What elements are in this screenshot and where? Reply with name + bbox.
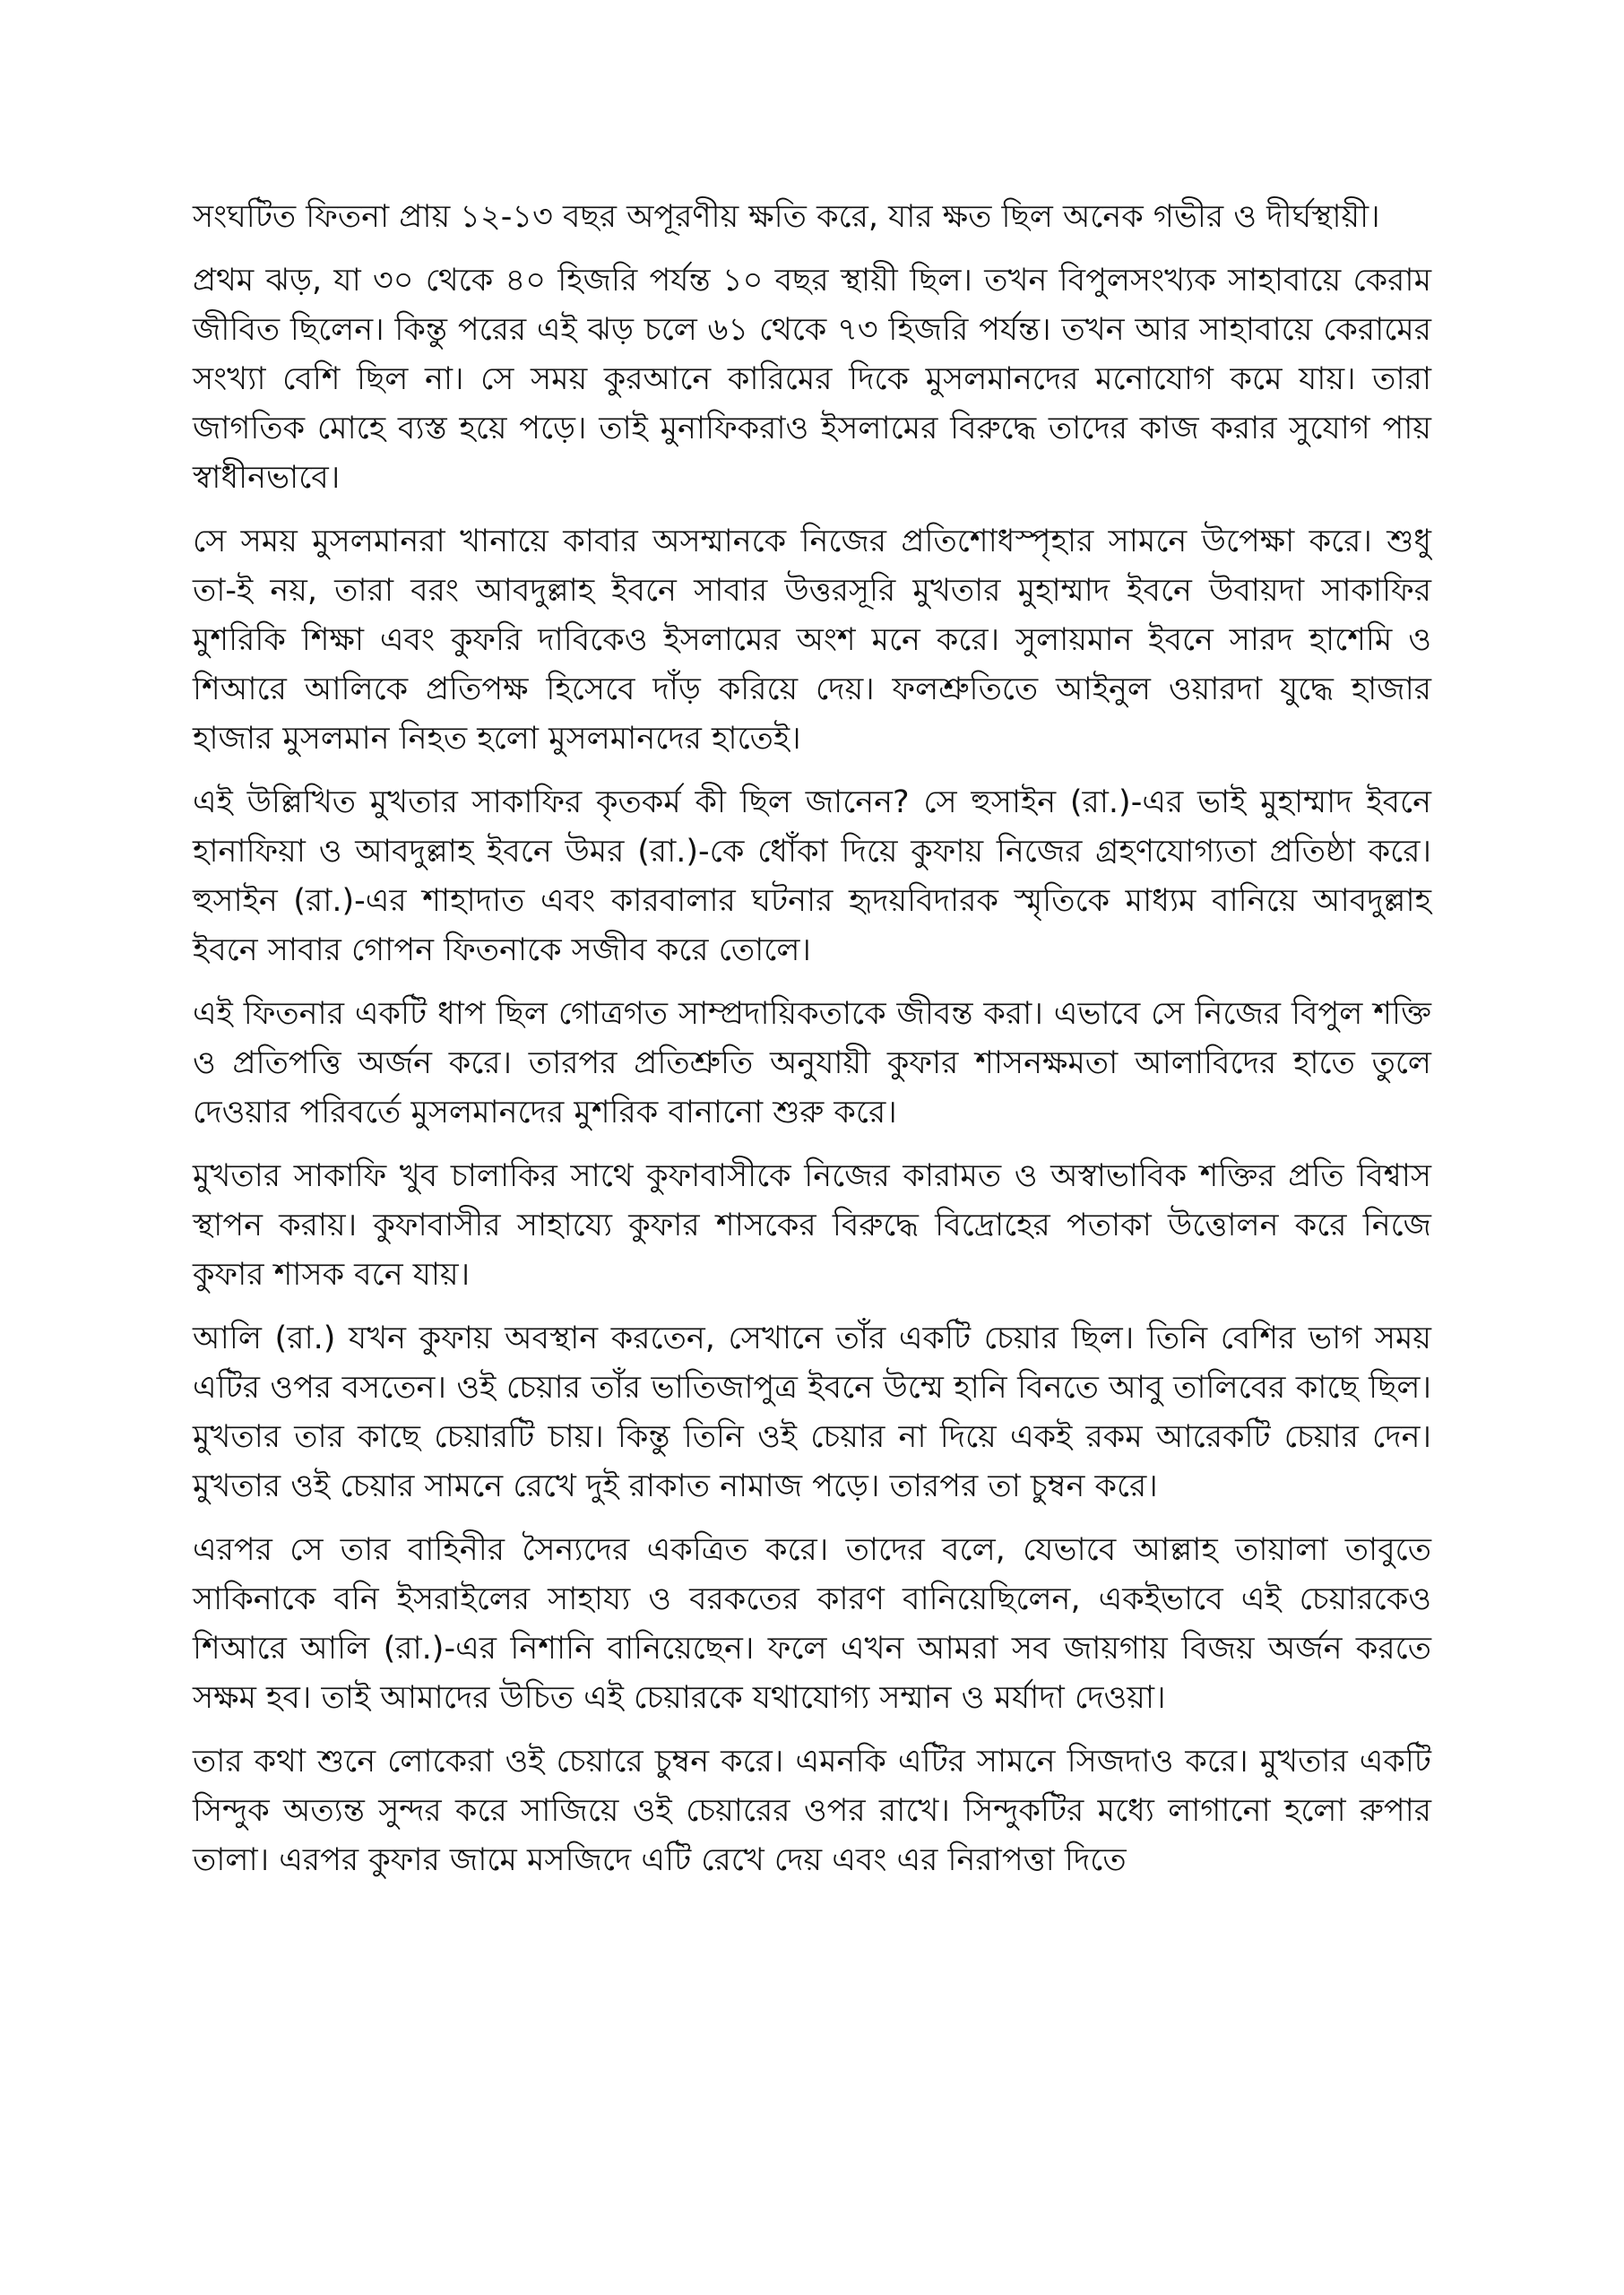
- paragraph-4: এই উল্লিখিত মুখতার সাকাফির কৃতকর্ম কী ছিল জানেন? সে হুসাইন (রা.)-এর ভাই মুহাম্মাদ ইবনে হানাফিয়া ও আবদুল্লাহ ইবনে উমর (রা.)-কে ধোঁকা দিয়ে কুফায় নিজের গ্রহণযোগ্যতা প্রতিষ্ঠা করে। হুসাইন (রা.)-এর শাহাদাত এবং কারবালার ঘটনার হৃদয়বিদারক স্মৃতিকে মাধ্যম বানিয়ে আবদুল্লাহ ইবনে সাবার গোপন ফিতনাকে সজীব করে তোলে।: [193, 784, 1431, 968]
- paragraph-3: সে সময় মুসলমানরা খানায়ে কাবার অসম্মানকে নিজের প্রতিশোধস্পৃহার সামনে উপেক্ষা করে। শুধু তা-ই নয়, তারা বরং আবদুল্লাহ ইবনে সাবার উত্তরসূরি মুখতার মুহাম্মাদ ইবনে উবায়দা সাকাফির মুশরিকি শিক্ষা এবং কুফরি দাবিকেও ইসলামের অংশ মনে করে। সুলায়মান ইবনে সারদ হাশেমি ও শিআরে আলিকে প্রতিপক্ষ হিসেবে দাঁড় করিয়ে দেয়। ফলশ্রুতিতে আইনুল ওয়ারদা যুদ্ধে হাজার হাজার মুসলমান নিহত হলো মুসলমানদের হাতেই।: [193, 524, 1431, 757]
- paragraph-9: তার কথা শুনে লোকেরা ওই চেয়ারে চুম্বন করে। এমনকি এটির সামনে সিজদাও করে। মুখতার একটি সিন্দুক অত্যন্ত সুন্দর করে সাজিয়ে ওই চেয়ারের ওপর রাখে। সিন্দুকটির মধ্যে লাগানো হলো রুপার তালা। এরপর কুফার জামে মসজিদে এটি রেখে দেয় এবং এর নিরাপত্তা দিতে: [193, 1744, 1431, 1878]
- paragraph-5: এই ফিতনার একটি ধাপ ছিল গোত্রগত সাম্প্রদায়িকতাকে জীবন্ত করা। এভাবে সে নিজের বিপুল শক্তি ও প্রতিপত্তি অর্জন করে। তারপর প্রতিশ্রুতি অনুযায়ী কুফার শাসনক্ষমতা আলাবিদের হাতে তুলে দেওয়ার পরিবর্তে মুসলমানদের মুশরিক বানানো শুরু করে।: [193, 996, 1431, 1130]
- body-text: [193, 193, 1431, 1900]
- paragraph-8: এরপর সে তার বাহিনীর সৈন্যদের একত্রিত করে। তাদের বলে, যেভাবে আল্লাহ তায়ালা তাবুতে সাকিনাকে বনি ইসরাইলের সাহায্য ও বরকতের কারণ বানিয়েছিলেন, একইভাবে এই চেয়ারকেও শিআরে আলি (রা.)-এর নিশানি বানিয়েছেন। ফলে এখন আমরা সব জায়গায় বিজয় অর্জন করতে সক্ষম হব। তাই আমাদের উচিত এই চেয়ারকে যথাযোগ্য সম্মান ও মর্যাদা দেওয়া।: [193, 1532, 1431, 1716]
- paragraph-6: মুখতার সাকাফি খুব চালাকির সাথে কুফাবাসীকে নিজের কারামত ও অস্বাভাবিক শক্তির প্রতি বিশ্বাস স্থাপন করায়। কুফাবাসীর সাহায্যে কুফার শাসকের বিরুদ্ধে বিদ্রোহের পতাকা উত্তোলন করে নিজে কুফার শাসক বনে যায়।: [193, 1158, 1431, 1293]
- paragraph-1: সংঘটিত ফিতনা প্রায় ১২-১৩ বছর অপূরণীয় ক্ষতি করে, যার ক্ষত ছিল অনেক গভীর ও দীর্ঘস্থায়ী।: [193, 199, 1380, 235]
- paragraph-7: আলি (রা.) যখন কুফায় অবস্থান করতেন, সেখানে তাঁর একটি চেয়ার ছিল। তিনি বেশির ভাগ সময় এটির ওপর বসতেন। ওই চেয়ার তাঁর ভাতিজাপুত্র ইবনে উম্মে হানি বিনতে আবু তালিবের কাছে ছিল। মুখতার তার কাছে চেয়ারটি চায়। কিন্তু তিনি ওই চেয়ার না দিয়ে একই রকম আরেকটি চেয়ার দেন। মুখতার ওই চেয়ার সামনে রেখে দুই রাকাত নামাজ পড়ে। তারপর তা চুম্বন করে।: [193, 1321, 1431, 1504]
- paragraph-2: প্রথম ঝড়, যা ৩০ থেকে ৪০ হিজরি পর্যন্ত ১০ বছর স্থায়ী ছিল। তখন বিপুলসংখ্যক সাহাবায়ে কেরাম জীবিত ছিলেন। কিন্তু পরের এই ঝড় চলে ৬১ থেকে ৭৩ হিজরি পর্যন্ত। তখন আর সাহাবায়ে কেরামের সংখ্যা বেশি ছিল না। সে সময় কুরআনে কারিমের দিকে মুসলমানদের মনোযোগ কমে যায়। তারা জাগতিক মোহে ব্যস্ত হয়ে পড়ে। তাই মুনাফিকরাও ইসলামের বিরুদ্ধে তাদের কাজ করার সুযোগ পায় স্বাধীনভাবে।: [193, 263, 1431, 496]
